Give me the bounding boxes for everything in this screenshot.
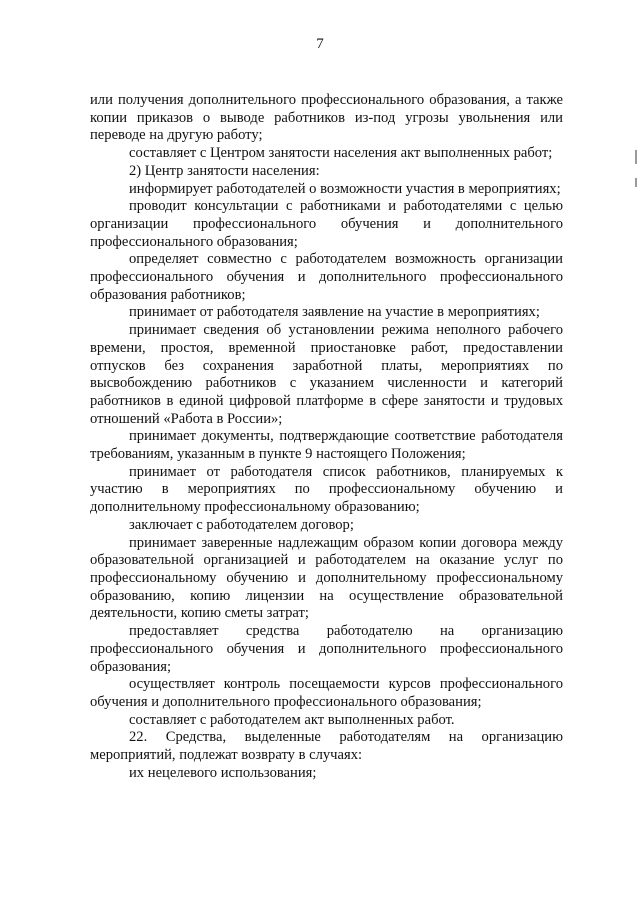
paragraph: их нецелевого использования; (129, 764, 317, 781)
paragraph: заключает с работодателем договор; (129, 516, 354, 533)
paragraph: принимает от работодателя список работников, планируемых к участию в мероприятиях по профессиональному обучению и дополнительному профессиональному образованию; (90, 463, 563, 516)
paragraph: составляет с Центром занятости населения акт выполненных работ; (129, 145, 553, 162)
paragraph: осуществляет контроль посещаемости курсов профессионального обучения и дополнительного профессионального образования; (90, 676, 563, 710)
paragraph: 2) Центр занятости населения: (129, 162, 320, 179)
scan-edge-mark (635, 150, 637, 164)
paragraph: 22. Средства, выделенные работодателям на организацию мероприятий, подлежат возврату в случаях: (90, 729, 563, 764)
document-body (90, 92, 563, 782)
paragraph: принимает от работодателя заявление на участие в мероприятиях; (129, 304, 540, 321)
paragraph: принимает заверенные надлежащим образом копии договора между образовательной организацией и работодателем на оказание услуг по профессиональному обучению и дополнительному профессиональному образованию, копию лицензии на осуществление образовательной деятельности, копию сметы затрат; (90, 534, 563, 622)
paragraph: определяет совместно с работодателем возможность организации профессионального обучения и дополнительного профессионального образования работников; (90, 251, 563, 303)
paragraph: принимает документы, подтверждающие соответствие работодателя требованиям, указанным в пункте 9 настоящего Положения; (90, 428, 563, 463)
scan-edge-mark (635, 178, 637, 187)
paragraph: или получения дополнительного профессионального образования, а также копии приказов о выводе работников из-под угрозы увольнения или переводе на другую работу; (90, 92, 563, 144)
paragraph: информирует работодателей о возможности участия в мероприятиях; (129, 180, 561, 197)
paragraph: предоставляет средства работодателю на организацию профессионального обучения и дополнительного профессионального образования; (90, 623, 563, 675)
paragraph: проводит консультации с работниками и работодателями с целью организации профессионального обучения и дополнительного профессионального образования; (90, 198, 563, 250)
paragraph: принимает сведения об установлении режима неполного рабочего времени, простоя, временной приостановке работ, предоставлении отпусков без сохранения заработной платы, мероприятиях по высвобождению работников с указанием численности и категорий работников в единой цифровой платформе в сфере занятости и трудовых отношений «Работа в России»; (90, 322, 563, 427)
paragraph: составляет с работодателем акт выполненных работ. (129, 711, 455, 728)
page-number: 7 (316, 36, 324, 52)
